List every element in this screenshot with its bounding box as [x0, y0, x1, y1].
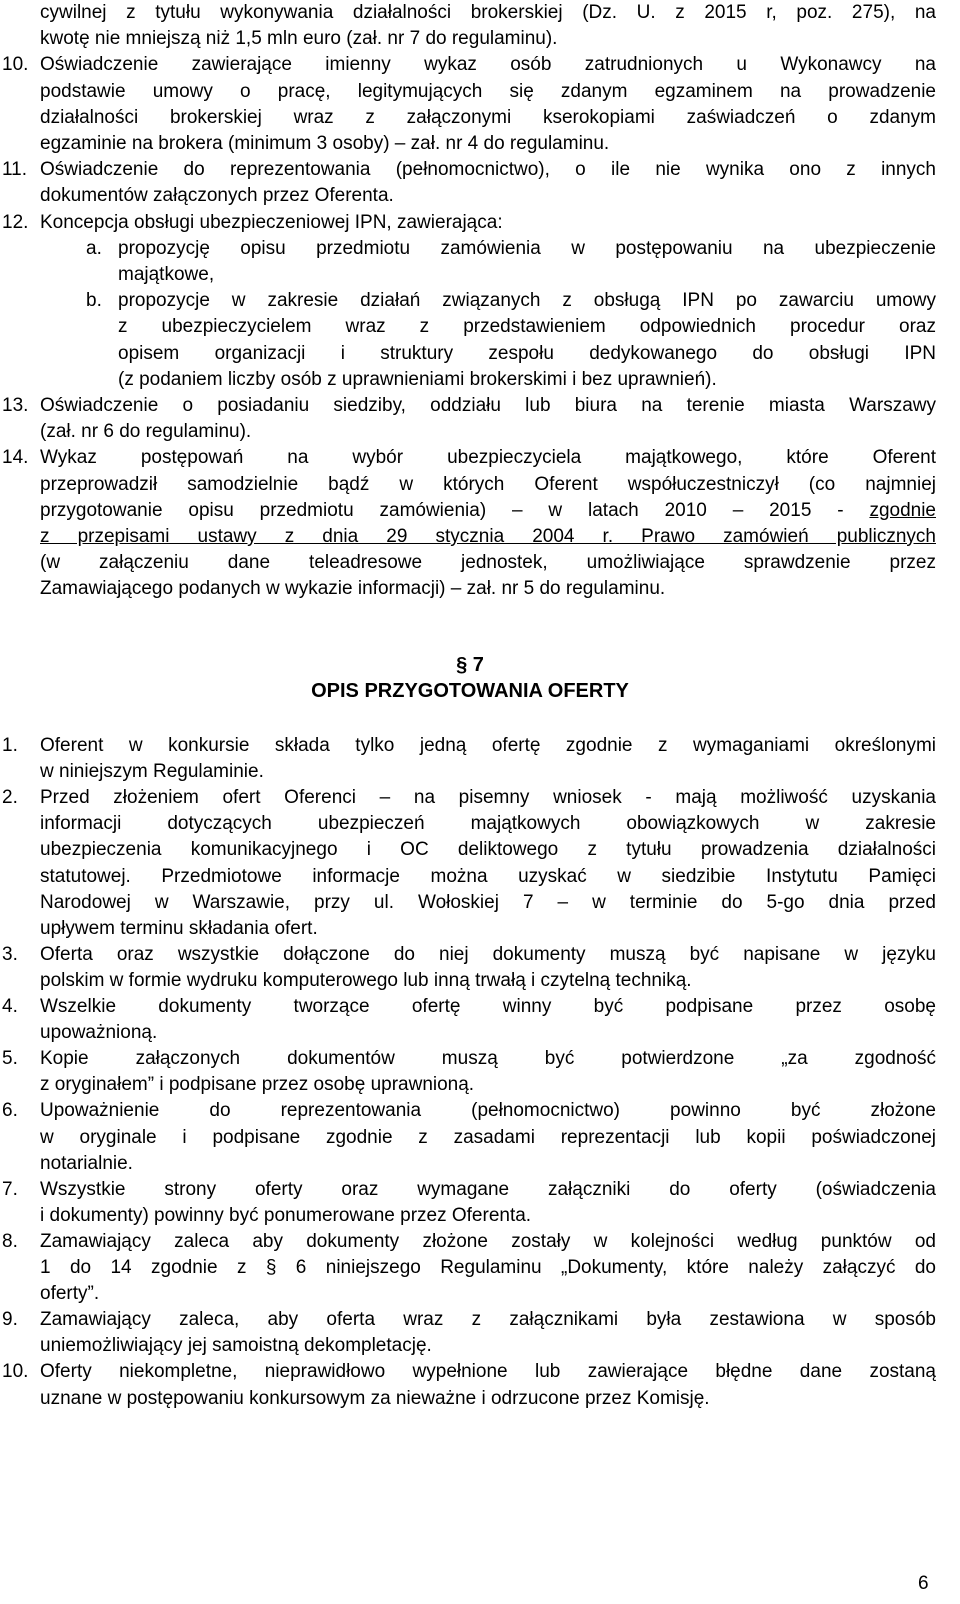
list-item-line: Oferent w konkursie składa tylko jedną ofertę zgodnie z wymaganiami określonymi [40, 735, 936, 756]
sub-item-line: propozycję opisu przedmiotu zamówienia w postępowaniu na ubezpieczenie [118, 237, 936, 259]
list-item-number: 4. [2, 996, 18, 1017]
list-item-line: ubezpieczenia komunikacyjnego i OC deliktowego z tytułu prowadzenia działalności [40, 839, 936, 861]
list-item-line: Oferty niekompletne, nieprawidłowo wypełnione lub zawierające błędne dane zostaną [40, 1361, 936, 1383]
intro-line: cywilnej z tytułu wykonywania działalności brokerskiej (Dz. U. z 2015 r, poz. 275), na [40, 2, 936, 23]
sub-item-line: opisem organizacji i struktury zespołu dedykowanego do obsługi IPN [118, 342, 936, 364]
list-item-number: 3. [2, 943, 18, 965]
sub-item-line: z ubezpieczycielem wraz z przedstawieniem odpowiednich procedur oraz [118, 316, 936, 338]
list-item-number: 11. [2, 159, 28, 181]
list-item-line: i dokumenty) powinny być ponumerowane przez Oferenta. [40, 1204, 532, 1226]
list-item-line: egzaminie na brokera (minimum 3 osoby) – zał. nr 4 do regulaminu. [40, 133, 610, 154]
list-item-line: przygotowanie opisu przedmiotu zamówienia) – w latach 2010 – 2015 - zgodnie [40, 499, 936, 521]
sub-item-letter: b. [86, 290, 102, 312]
list-item-number: 2. [2, 787, 18, 809]
statute-reference: z przepisami ustawy z dnia 29 stycznia 2004 r. Prawo zamówień publicznych [40, 526, 936, 547]
list-item-line: Oświadczenie zawierające imienny wykaz osób zatrudnionych u Wykonawcy na [40, 54, 936, 76]
sub-item-line: propozycje w zakresie działań związanych z obsługą IPN po zawarciu umowy [118, 290, 936, 312]
list-item-line: uznane w postępowaniu konkursowym za nieważne i odrzucone przez Komisję. [40, 1387, 710, 1409]
list-item-number: 14. [2, 447, 29, 469]
section-number: § 7 [456, 654, 484, 676]
sub-item-line: majątkowe, [118, 264, 215, 285]
list-item-number: 10. [2, 1361, 29, 1383]
list-item-number: 9. [2, 1309, 18, 1331]
list-item-line: podstawie umowy o pracę, legitymujących się zdanym egzaminem na prowadzenie [40, 80, 936, 102]
list-item-line: upływem terminu składania ofert. [40, 917, 318, 939]
list-item-line: Upoważnienie do reprezentowania (pełnomocnictwo) powinno być złożone [40, 1100, 936, 1122]
list-item-line: przeprowadził samodzielnie bądź w których Oferent współuczestniczył (co najmniej [40, 473, 936, 495]
list-item-line: notarialnie. [40, 1152, 133, 1174]
list-item-line: statutowej. Przedmiotowe informacje można uzyskać w siedzibie Instytutu Pamięci [40, 865, 936, 887]
list-item-line: Oświadczenie o posiadaniu siedziby, oddziału lub biura na terenie miasta Warszawy [40, 395, 936, 416]
list-item-line: Narodowej w Warszawie, przy ul. Wołoskiej 7 – w terminie do 5-go dnia przed [40, 891, 936, 913]
page-number: 6 [918, 1573, 929, 1594]
list-item-line: Zamawiający zaleca, aby oferta wraz z załącznikami była zestawiona w sposób [40, 1309, 936, 1331]
list-item-line: Wykaz postępowań na wybór ubezpieczyciela majątkowego, które Oferent [40, 447, 936, 469]
list-item-line: Koncepcja obsługi ubezpieczeniowej IPN, zawierająca: [40, 211, 503, 233]
list-item-number: 8. [2, 1230, 18, 1252]
list-item-number: 1. [2, 735, 18, 756]
list-item-line: Wszelkie dokumenty tworzące ofertę winny być podpisane przez osobę [40, 996, 936, 1017]
list-item-number: 12. [2, 211, 29, 233]
list-item-line: w niniejszym Regulaminie. [40, 761, 264, 783]
statute-reference: zgodnie [869, 499, 936, 521]
list-item-line: Zamawiającego podanych w wykazie informacji) – zał. nr 5 do regulaminu. [40, 578, 666, 600]
section-title: OPIS PRZYGOTOWANIA OFERTY [311, 680, 629, 702]
list-item-line: z oryginałem” i podpisane przez osobę uprawnioną. [40, 1074, 475, 1096]
list-item-line: Oświadczenie do reprezentowania (pełnomocnictwo), o ile nie wynika ono z innych [40, 159, 936, 181]
list-item-number: 10. [2, 54, 29, 76]
list-item-line: w oryginale i podpisane zgodnie z zasadami reprezentacji lub kopii poświadczonej [40, 1126, 936, 1148]
list-item-line: polskim w formie wydruku komputerowego lub inną trwałą i czytelną techniką. [40, 969, 692, 991]
list-item-line: Wszystkie strony oferty oraz wymagane załączniki do oferty (oświadczenia [40, 1178, 936, 1200]
list-item-line: Oferta oraz wszystkie dołączone do niej dokumenty muszą być napisane w języku [40, 943, 936, 965]
intro-line: kwotę nie mniejszą niż 1,5 mln euro (zał. nr 7 do regulaminu). [40, 28, 558, 50]
list-item-number: 13. [2, 395, 29, 416]
list-item-line: działalności brokerskiej wraz z załączonymi kserokopiami zaświadczeń o zdanym [40, 106, 936, 128]
list-item-line: (zał. nr 6 do regulaminu). [40, 421, 252, 443]
sub-item-letter: a. [86, 237, 102, 259]
list-item-number: 7. [2, 1178, 18, 1200]
list-item-line: Przed złożeniem ofert Oferenci – na pisemny wniosek - mają możliwość uzyskania [40, 787, 936, 809]
list-item-line: Zamawiający zaleca aby dokumenty złożone zostały w kolejności według punktów od [40, 1230, 936, 1252]
list-item-line: uniemożliwiający jej samoistną dekompletację. [40, 1335, 432, 1357]
sub-item-line: (z podaniem liczby osób z uprawnieniami brokerskimi i bez uprawnień). [118, 368, 717, 390]
list-item-line: 1 do 14 zgodnie z § 6 niniejszego Regulaminu „Dokumenty, które należy załączyć do [40, 1257, 936, 1278]
list-item-line: oferty”. [40, 1283, 100, 1305]
list-item-line: dokumentów załączonych przez Oferenta. [40, 185, 394, 207]
list-item-line: informacji dotyczących ubezpieczeń majątkowych obowiązkowych w zakresie [40, 813, 936, 835]
list-item-line: Kopie załączonych dokumentów muszą być potwierdzone „za zgodność [40, 1048, 936, 1070]
list-item-line [40, 526, 936, 548]
list-item-number: 6. [2, 1100, 18, 1122]
list-item-number: 5. [2, 1048, 18, 1070]
list-item-line: upoważnioną. [40, 1022, 158, 1044]
list-item-line: (w załączeniu dane teleadresowe jednostek, umożliwiające sprawdzenie przez [40, 552, 936, 574]
